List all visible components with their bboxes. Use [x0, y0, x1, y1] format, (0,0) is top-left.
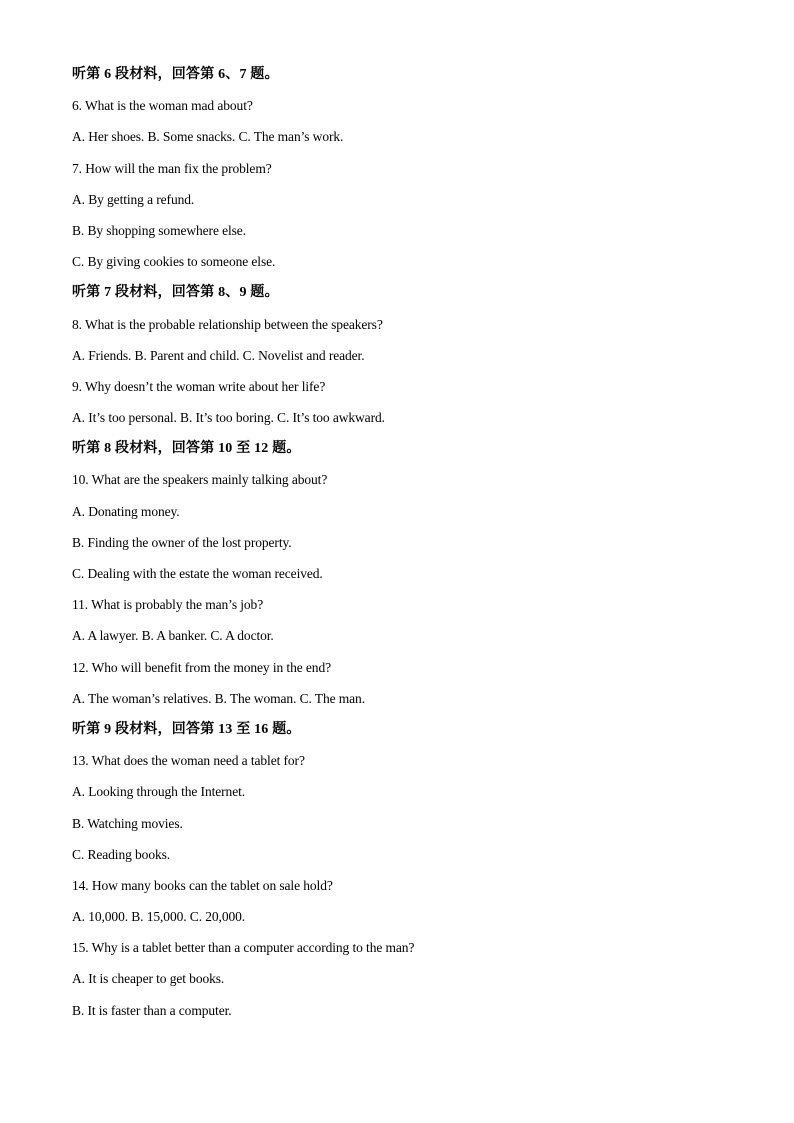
question-7: 7. How will the man fix the problem? [72, 160, 272, 176]
options-14: A. 10,000. B. 15,000. C. 20,000. [72, 909, 246, 925]
section-heading-8: 听第 8 段材料，回答第 10 至 12 题。 [72, 441, 301, 457]
options-11: A. A lawyer. B. A banker. C. A doctor. [72, 628, 274, 644]
section-heading-6: 听第 6 段材料，回答第 6、7 题。 [72, 67, 279, 82]
option-7-c: C. By giving cookies to someone else. [72, 254, 276, 270]
options-9: A. It’s too personal. B. It’s too boring. C. It’s too awkward. [72, 410, 385, 426]
option-7-a: A. By getting a refund. [72, 191, 195, 207]
option-15-b: B. It is faster than a computer. [72, 1002, 232, 1018]
question-6: 6. What is the woman mad about? [72, 98, 253, 114]
options-6: A. Her shoes. B. Some snacks. C. The man’s work. [72, 129, 344, 145]
question-8: 8. What is the probable relationship between the speakers? [72, 316, 383, 332]
options-8: A. Friends. B. Parent and child. C. Novelist and reader. [72, 347, 365, 363]
option-10-a: A. Donating money. [72, 503, 180, 519]
option-13-c: C. Reading books. [72, 846, 171, 862]
option-7-b: B. By shopping somewhere else. [72, 222, 246, 238]
document-page [72, 64, 752, 1031]
option-10-c: C. Dealing with the estate the woman received. [72, 566, 323, 581]
question-12: 12. Who will benefit from the money in the end? [72, 659, 331, 675]
option-13-b: B. Watching movies. [72, 815, 183, 831]
section-heading-9: 听第 9 段材料，回答第 13 至 16 题。 [72, 721, 301, 737]
question-14: 14. How many books can the tablet on sale hold? [72, 877, 333, 893]
option-10-b: B. Finding the owner of the lost property. [72, 534, 292, 550]
option-13-a: A. Looking through the Internet. [72, 784, 246, 800]
option-15-a: A. It is cheaper to get books. [72, 971, 225, 987]
section-heading-7: 听第 7 段材料，回答第 8、9 题。 [72, 285, 279, 301]
question-15: 15. Why is a tablet better than a computer according to the man? [72, 940, 415, 956]
question-9: 9. Why doesn’t the woman write about her life? [72, 378, 326, 394]
question-10: 10. What are the speakers mainly talking about? [72, 472, 328, 488]
options-12: A. The woman’s relatives. B. The woman. C. The man. [72, 690, 365, 706]
question-11: 11. What is probably the man’s job? [72, 597, 264, 613]
question-13: 13. What does the woman need a tablet for? [72, 753, 305, 769]
